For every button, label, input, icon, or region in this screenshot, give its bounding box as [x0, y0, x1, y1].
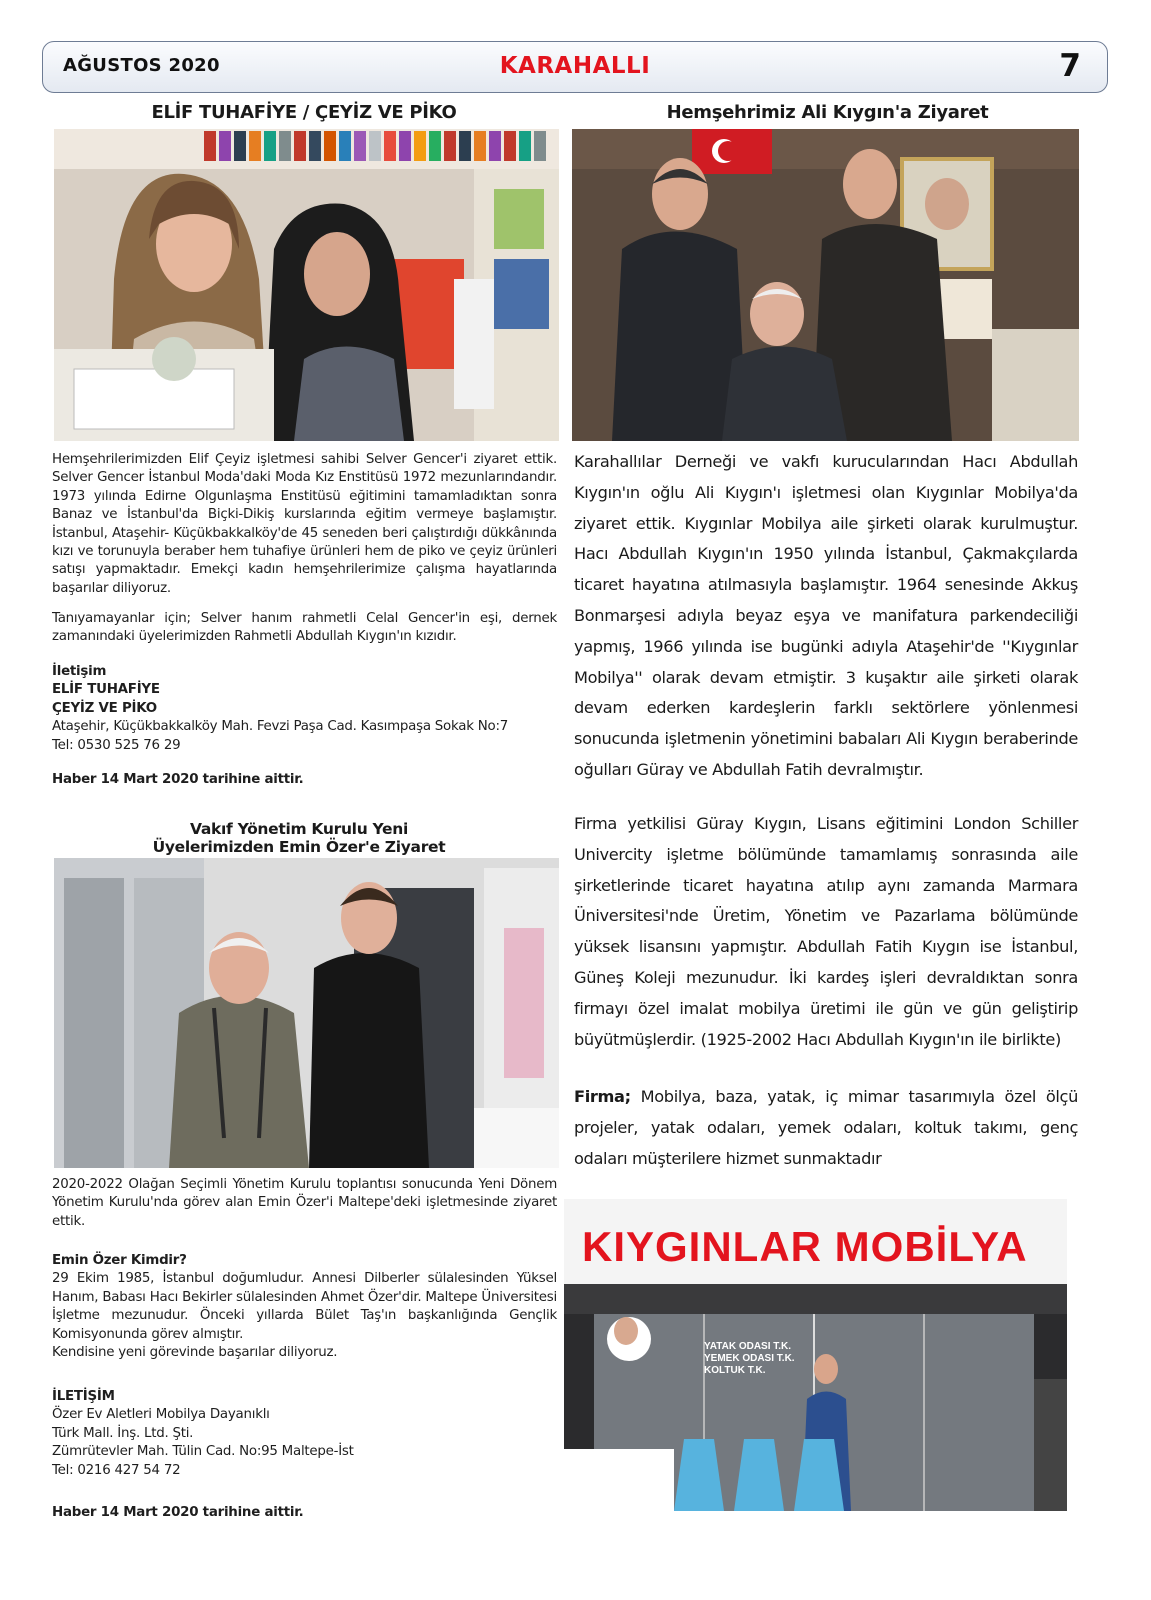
photo-elif-shop — [54, 129, 559, 441]
date-note: Haber 14 Mart 2020 tarihine aittir. — [52, 1505, 304, 1520]
page-number: 7 — [1059, 48, 1081, 84]
contact-name: ÇEYİZ VE PİKO — [52, 700, 157, 716]
contact-heading: İLETİŞİM — [52, 1389, 115, 1404]
contact-block-elif — [52, 663, 557, 755]
store-sign: KIYGINLAR MOBİLYA — [582, 1223, 1028, 1270]
article-para3-ali — [574, 1082, 1078, 1174]
firma-services: Mobilya, baza, yatak, iç mimar tasarımıyla özel ölçü projeler, yatak odaları, yemek odaları, koltuk takımı, genç odaları müşterilere hizmet sunmaktadır — [574, 1087, 1079, 1168]
bio-heading: Emin Özer Kimdir? — [52, 1253, 187, 1268]
contact-line: Türk Mall. İnş. Ltd. Şti. — [52, 1425, 194, 1441]
photo-kiyginlar-storefront — [564, 1199, 1067, 1511]
contact-heading: İletişim — [52, 664, 107, 679]
contact-phone: Tel: 0530 525 76 29 — [52, 737, 181, 753]
contact-line: Özer Ev Aletleri Mobilya Dayanıklı — [52, 1407, 270, 1423]
photo-ali-kiygin-visit — [572, 129, 1079, 441]
contact-line: Zümrütevler Mah. Tülin Cad. No:95 Maltepe-İst — [52, 1444, 354, 1460]
bio-block-emin — [52, 1252, 557, 1362]
bio-wish: Kendisine yeni görevinde başarılar diliyoruz. — [52, 1345, 338, 1361]
window-sign-line: KOLTUK T.K. — [704, 1365, 766, 1376]
bio-text: 29 Ekim 1985, İstanbul doğumludur. Annesi Dilberler sülalesinden Yüksel Hanım, Babası Hacı Bekirler sülalesinden Ahmet Özer'dir. Maltepe Üniversitesi İşletme mezunudur. Önceki yıllarda Bület Taş'ın başkanlığında Gençlik Komisyonunda görev almıştır. — [52, 1271, 557, 1342]
article-para2-ali: Firma yetkilisi Güray Kıygın, Lisans eğitimini London Schiller Univercity işletme bölümünde tamamlamış sonrasında aile şirketlerinde ticaret hayatına atılıp aynı zamanda Marmara Üniversitesi'nde Üretim, Yönetim ve Pazarlama bölümünde yüksek lisansını yapmıştır. Abdullah Fatih Kıygın ise İstanbul, Güneş Koleji mezunudur. İki kardeş işleri devraldıktan sonra firmayı özel imalat mobilya üretimi ile gün ve gün geliştirip büyütmüşlerdir. (1925-2002 Hacı Abdullah Kıygın'ın ile birlikte) — [574, 814, 1078, 1049]
article-body-emin: 2020-2022 Olağan Seçimli Yönetim Kurulu toplantısı sonucunda Yeni Dönem Yönetim Kurulu'nda görev alan Emin Özer'i Maltepe'deki işletmesinde ziyaret ettik. — [52, 1177, 557, 1229]
article-para1-ali: Karahallılar Derneği ve vakfı kurucularından Hacı Abdullah Kıygın'ın oğlu Ali Kıygın'ı işletmesi olan Kıygınlar Mobilya'da ziyaret ettik. Kıygınlar Mobilya aile şirketi olarak kurulmuştur. Hacı Abdullah Kıygın'ın 1950 yılında İstanbul, Çakmakçılarda ticaret hayatına atılmasıyla başlamıştır. 1964 senesinde Akkuş Bonmarşesi adıyla beyaz eşya ve manifatura parkendeciliği yapmış, 1966 yılında ise bugünki adıyla Ataşehir'de ''Kıygınlar Mobilya'' olarak devam etmiştir. 3 kuşaktır aile şirketi olarak devam ederken kardeşlerin farklı sektörlere yönlenmesi sonucunda işletmenin yönetimini babaları Ali Kıygın beraberinde oğulları Güray ve Abdullah Fatih devralmıştır. — [574, 452, 1078, 779]
contact-block-emin — [52, 1388, 557, 1480]
article-body-elif: Hemşehrilerimizden Elif Çeyiz işletmesi sahibi Selver Gencer'i ziyaret ettik. Selver Gencer İstanbul Moda'daki Moda Kız Enstitüsü 1972 mezunlarındandır. 1973 yılında Edirne Olgunlaşma Enstitüsü eğitimini tamamladıktan sonra Banaz ve İstanbul'da Biçki-Dikiş kurslarında eğitim vermeye başlamıştır. İstanbul, Ataşehir- Küçükbakkalköy'de 45 seneden beri çalıştırdığı dükkânında kızı ve torunuyla beraber hem tuhafiye ürünleri hem de piko ve çeyiz ürünleri satışı yapmaktadır. Emekçi kadın hemşehrilerimize çalışma hayatlarında başarılar diliyoruz. — [52, 452, 557, 596]
article-headline-elif: ELİF TUHAFİYE / ÇEYİZ VE PİKO — [151, 102, 457, 123]
article-headline-emin: Vakıf Yönetim Kurulu Yeni Üyelerimizden Emin Özer'e Ziyaret — [152, 820, 446, 856]
window-sign-line: YEMEK ODASI T.K. — [704, 1353, 795, 1364]
photo-emin-ozer — [54, 858, 559, 1168]
article-headline-ali: Hemşehrimiz Ali Kıygın'a Ziyaret — [666, 102, 989, 123]
page-header — [42, 41, 1108, 93]
publication-title: KARAHALLI — [499, 53, 651, 79]
contact-phone: Tel: 0216 427 54 72 — [52, 1462, 181, 1478]
contact-name: ELİF TUHAFİYE — [52, 682, 160, 698]
window-sign-line: YATAK ODASI T.K. — [704, 1341, 792, 1352]
contact-address: Ataşehir, Küçükbakkalköy Mah. Fevzi Paşa Cad. Kasımpaşa Sokak No:7 — [52, 719, 508, 735]
article-note-elif: Tanıyamayanlar için; Selver hanım rahmetli Celal Gencer'in eşi, dernek zamanındaki üyelerimizden Rahmetli Abdullah Kıygın'ın kızıdır. — [52, 611, 557, 645]
firma-label: Firma; — [574, 1087, 631, 1106]
date-note: Haber 14 Mart 2020 tarihine aittir. — [52, 772, 304, 787]
issue-date: AĞUSTOS 2020 — [63, 55, 220, 76]
